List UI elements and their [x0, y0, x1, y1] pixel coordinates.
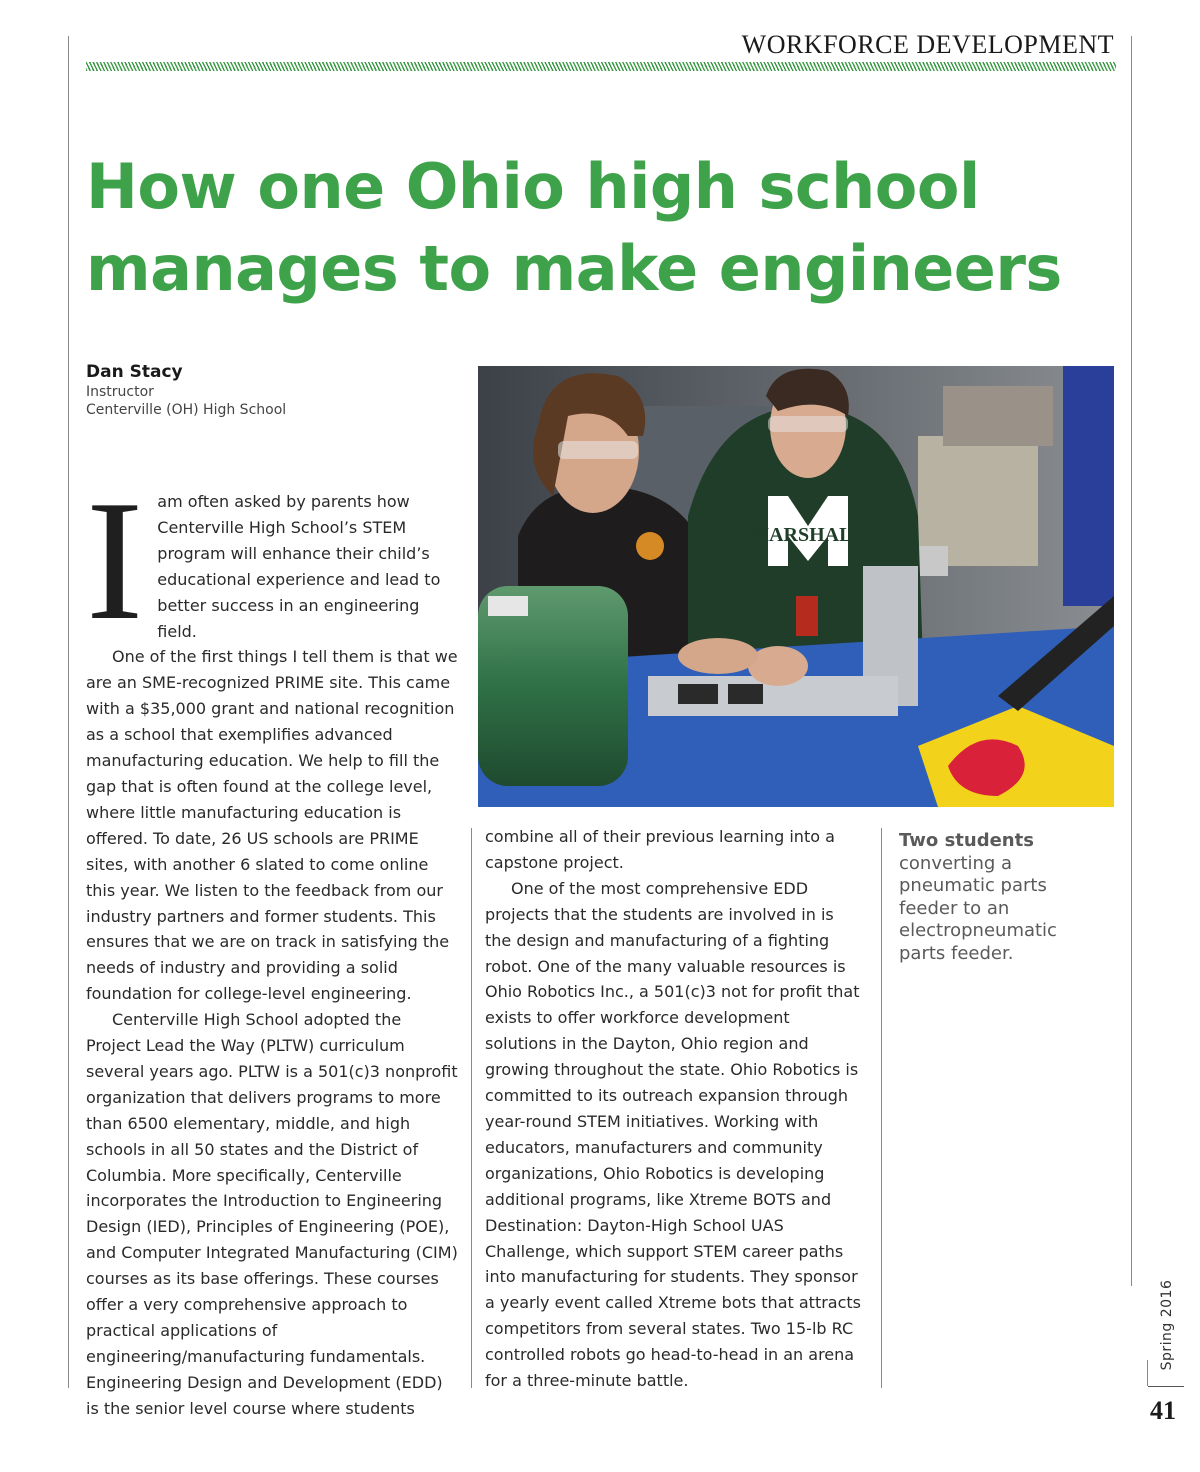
- page-number: 41: [1150, 1396, 1176, 1425]
- paragraph: Centerville High School adopted the Project Lead the Way (PLTW) curriculum several years ago. PLTW is a 501(c)3 nonprofit organization that delivers programs to more than 6500 elementary, middle, and high schools in all 50 states and the District of Columbia. More specifically, Centerville incorporates the Introduction to Engineering Design (IED), Principles of Engineering (POE), and Computer Integrated Manufacturing (CIM) courses as its base offerings. These courses offer a very comprehensive approach to practical applications of engineering/manufacturing fundamentals. Engineering Design and Development (EDD) is the senior level course where students: [86, 1010, 458, 1418]
- issue-label: [1153, 1280, 1181, 1370]
- photo-caption: [899, 830, 1099, 965]
- folio-rule: [1148, 1386, 1184, 1387]
- left-margin-rule: [68, 36, 69, 1388]
- paragraph: One of the first things I tell them is that we are an SME-recognized PRIME site. This came with a $35,000 grant and national recognition as a school that exemplifies advanced manufacturing education. We help to fill the gap that is often found at the college level, where little manufacturing education is offered. To date, 26 US schools are PRIME sites, with another 6 slated to come online this year. We listen to the feedback from our industry partners and former students. This ensures that we are on track in satisfying the needs of industry and providing a solid foundation for college-level engineering.: [86, 647, 458, 1004]
- folio-rule-vertical: [1147, 1360, 1148, 1386]
- author-role: Instructor: [86, 384, 154, 400]
- article-title: How one Ohio high school manages to make engineers: [86, 150, 1062, 305]
- section-label: WORKFORCE DEVELOPMENT: [741, 30, 1114, 59]
- column-rule-2: [881, 828, 882, 1388]
- paragraph: One of the most comprehensive EDD projects that the students are involved in is the design and manufacturing of a fighting robot. One of the many valuable resources is Ohio Robotics Inc., a 501(c)3 not for profit that exists to offer workforce development solutions in the Dayton, Ohio region and growing throughout the state. Ohio Robotics is committed to its outreach expansion through year-round STEM initiatives. Working with educators, manufacturers and community organizations, Ohio Robotics is developing additional programs, like Xtreme BOTS and Destination: Dayton-High School UAS Challenge, which support STEM career paths into manufacturing for students. They sponsor a yearly event called Xtreme bots that attracts competitors from several states. Two 15-lb RC controlled robots go head-to-head in an arena for a three-minute battle.: [485, 878, 861, 1391]
- author-name: Dan Stacy: [86, 362, 183, 382]
- column-rule-1: [471, 828, 472, 1388]
- article-photo: [478, 366, 1114, 807]
- caption-text: converting a pneumatic parts feeder to an electropneumatic parts feeder.: [899, 852, 1057, 964]
- body-column-2: [485, 824, 863, 1394]
- paragraph: am often asked by parents how Centerville High School’s STEM program will enhance their child’s educational experience and lead to better success in an engineering field.: [157, 492, 441, 641]
- drop-cap: I: [86, 466, 144, 656]
- right-margin-rule: [1131, 36, 1132, 1286]
- issue-text: Spring 2016: [1159, 1279, 1175, 1371]
- author-affiliation: Centerville (OH) High School: [86, 402, 287, 418]
- body-column-1: [86, 466, 460, 1422]
- caption-lead: Two students: [899, 830, 1034, 851]
- paragraph: combine all of their previous learning into a capstone project.: [485, 827, 835, 872]
- header-hatch-rule: [86, 62, 1116, 71]
- shirt-lettering: MARSHALL: [750, 524, 866, 546]
